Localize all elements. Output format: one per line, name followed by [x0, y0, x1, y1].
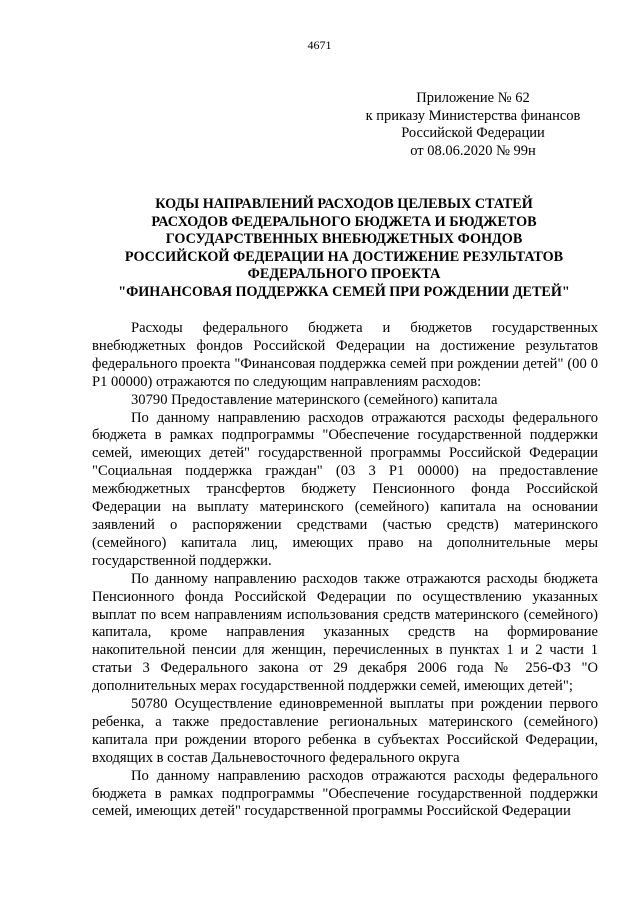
appendix-number: Приложение № 62	[416, 90, 530, 106]
title-line: КОДЫ НАПРАВЛЕНИЙ РАСХОДОВ ЦЕЛЕВЫХ СТАТЕЙ	[155, 196, 533, 212]
document-title	[78, 196, 610, 302]
title-line: РАСХОДОВ ФЕДЕРАЛЬНОГО БЮДЖЕТА И БЮДЖЕТОВ	[151, 213, 537, 230]
title-line: "ФИНАНСОВАЯ ПОДДЕРЖКА СЕМЕЙ ПРИ РОЖДЕНИИ ДЕТЕЙ"	[118, 283, 570, 300]
expense-code-30790: 30790 Предоставление материнского (семейного) капитала	[131, 391, 498, 408]
expense-code-30790-description-extra: По данному направлению расходов также отражаются расходы бюджета Пенсионного фонда Российской Федерации по осуществлению указанных выплат по всем направлениям использования средств материнского (семейного) капитала, кроме направления указанных средств на формирование накопительной пенсии для женщин, перечисленных в пунктах 1 и 2 части 1 статьи 3 Федерального закона от 29 декабря 2006 года № 256-ФЗ "О дополнительных мерах государственной поддержки семей, имеющих детей";	[92, 570, 598, 695]
appendix-date: от 08.06.2020 № 99н	[410, 142, 536, 159]
expense-code-50780-description: По данному направлению расходов отражаются расходы федерального бюджета в рамках подпрограммы "Обеспечение государственной поддержки семей, имеющих детей" государственной программы Российской Федерации	[92, 767, 598, 820]
expense-code-50780: 50780 Осуществление единовременной выплаты при рождении первого ребенка, а также предоставление региональных материнского (семейного) капитала при рождении второго ребенка в субъектах Российской Федерации, входящих в состав Дальневосточного федерального округа	[92, 696, 598, 766]
appendix-block	[300, 90, 639, 160]
appendix-authority: Российской Федерации	[401, 125, 545, 141]
title-line: ГОСУДАРСТВЕННЫХ ВНЕБЮДЖЕТНЫХ ФОНДОВ	[165, 231, 523, 248]
title-line: РОССИЙСКОЙ ФЕДЕРАЦИИ НА ДОСТИЖЕНИЕ РЕЗУЛЬТАТОВ	[124, 248, 564, 265]
appendix-order-ref: к приказу Министерства финансов	[365, 107, 581, 124]
title-line: ФЕДЕРАЛЬНОГО ПРОЕКТА	[247, 266, 441, 283]
expense-code-30790-description: По данному направлению расходов отражаются расходы федерального бюджета в рамках подпрограммы "Обеспечение государственной поддержки семей, имеющих детей" государственной программы Российской Федерации "Социальная поддержка граждан" (03 3 P1 00000) на предоставление межбюджетных трансфертов бюджету Пенсионного фонда Российской Федерации на выплату материнского (семейного) капитала на основании заявлений о распоряжении средствами (частью средств) материнского (семейного) капитала лиц, имеющих право на дополнительные меры государственной поддержки.	[92, 409, 598, 569]
page-number: 4671	[307, 38, 332, 52]
document-body	[92, 320, 598, 821]
intro-paragraph: Расходы федерального бюджета и бюджетов государственных внебюджетных фондов Российской Федерации на достижение результатов федерального проекта "Финансовая поддержка семей при рождении детей" (00 0 P1 00000) отражаются по следующим направлениям расходов:	[92, 320, 598, 390]
